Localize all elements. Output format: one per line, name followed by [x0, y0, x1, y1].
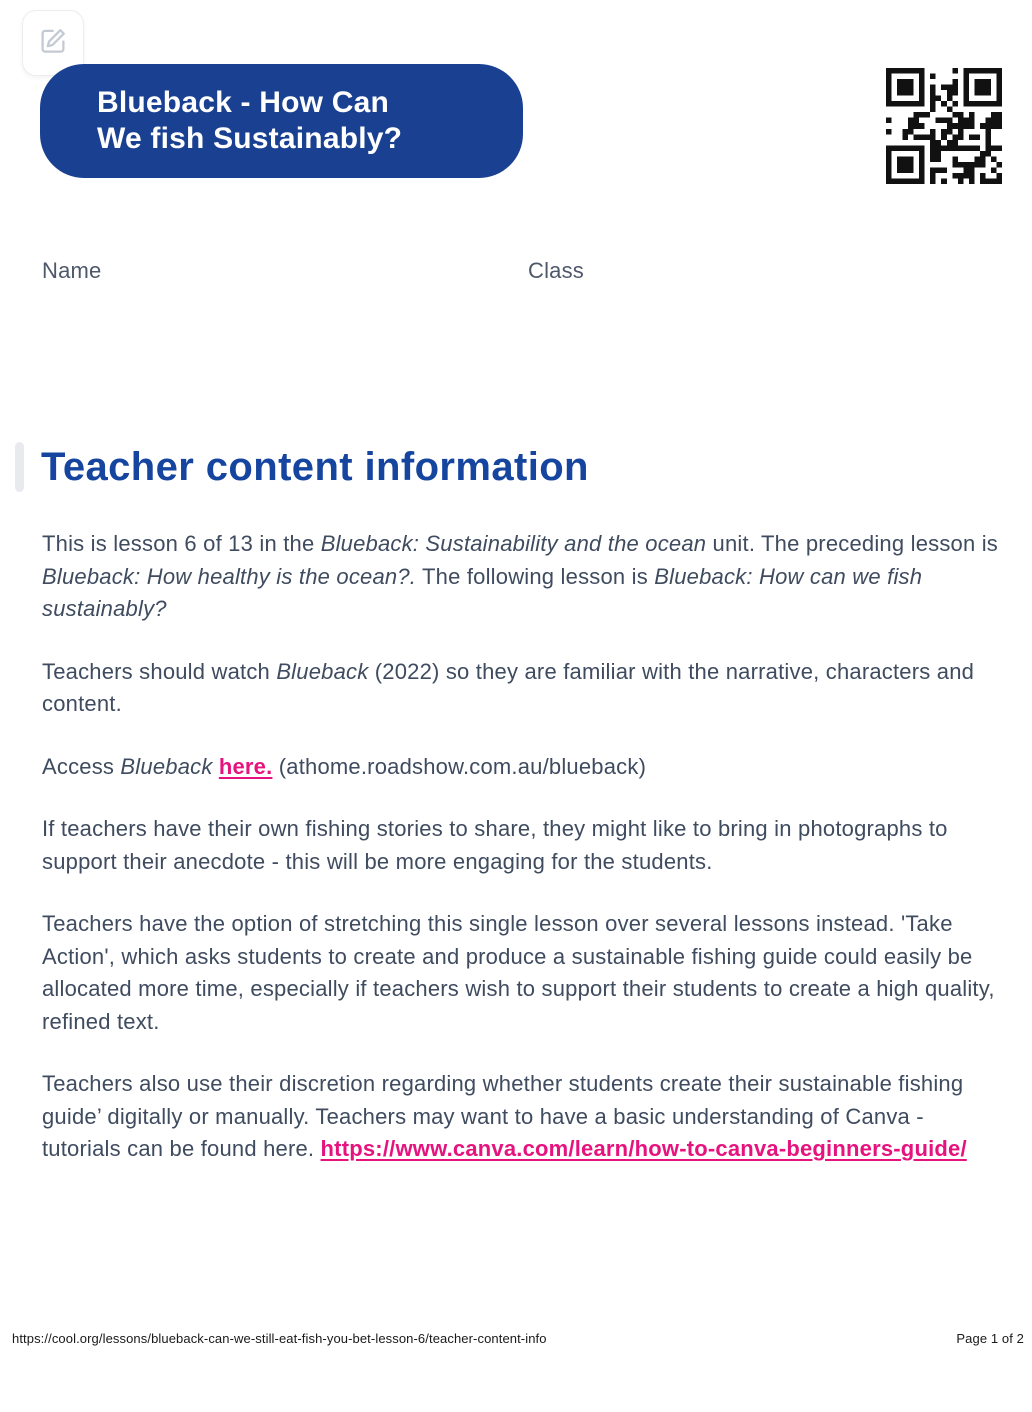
name-class-row: [0, 258, 1032, 288]
qr-code: [886, 68, 1002, 184]
text-run: If teachers have their own fishing stories to share, they might like to bring in photographs to support their anecdote - this will be more engaging for the students.: [42, 816, 948, 874]
text-run: Blueback: Sustainability and the ocean: [320, 531, 707, 556]
paragraph: [42, 656, 1000, 721]
page-footer: [12, 1331, 1024, 1346]
footer-url: https://cool.org/lessons/blueback-can-we-still-eat-fish-you-bet-lesson-6/teacher-content-info: [12, 1331, 547, 1346]
name-label: Name: [42, 258, 102, 283]
text-link[interactable]: https://www.canva.com/learn/how-to-canva-beginners-guide/: [320, 1136, 967, 1161]
heading-accent-bar: [15, 442, 24, 492]
lesson-title: Blueback - How Can We fish Sustainably?: [97, 86, 403, 155]
lesson-title-pill: [40, 64, 523, 178]
paragraph: [42, 813, 1000, 878]
text-run: The following lesson is: [416, 563, 655, 589]
text-run: unit. The preceding lesson is: [706, 531, 998, 556]
paragraph: [42, 1068, 1000, 1166]
section-heading-wrap: [15, 442, 589, 492]
text-run: Blueback: [120, 753, 213, 779]
text-run: Teachers should watch: [42, 658, 277, 684]
paragraph: [42, 751, 1000, 784]
text-run: Blueback: How healthy is the ocean?.: [42, 563, 417, 589]
text-link[interactable]: here.: [218, 753, 273, 779]
text-run: Teachers also use their discretion regarding whether students create their sustainable fishing guide’ digitally or manually. Teachers may want to have a basic understanding of Canva - tutorials can be found here.: [42, 1071, 964, 1161]
text-run: Teachers have the option of stretching this single lesson over several lessons instead. 'Take Action', which asks students to create and produce a sustainable fishing guide could easily be allocated more time, especially if teachers wish to support their students to create a high quality, refined text.: [42, 911, 995, 1034]
page-indicator: Page 1 of 2: [956, 1331, 1024, 1346]
text-run: Blueback: [276, 658, 369, 684]
section-heading: Teacher content information: [41, 445, 589, 489]
content-paragraphs: [42, 528, 1000, 1196]
paragraph: [42, 908, 1000, 1038]
text-run: Blueback: How can we fish sustainably?: [42, 563, 923, 621]
class-label: Class: [528, 258, 585, 283]
text-run: (2022) so they are familiar with the narrative, characters and content.: [42, 658, 975, 716]
text-run: Access: [42, 753, 121, 779]
text-run: (athome.roadshow.com.au/blueback): [272, 753, 647, 779]
edit-pencil-square-icon: [37, 25, 69, 62]
text-run: This is lesson 6 of 13 in the: [42, 531, 321, 556]
paragraph: [42, 528, 1000, 626]
